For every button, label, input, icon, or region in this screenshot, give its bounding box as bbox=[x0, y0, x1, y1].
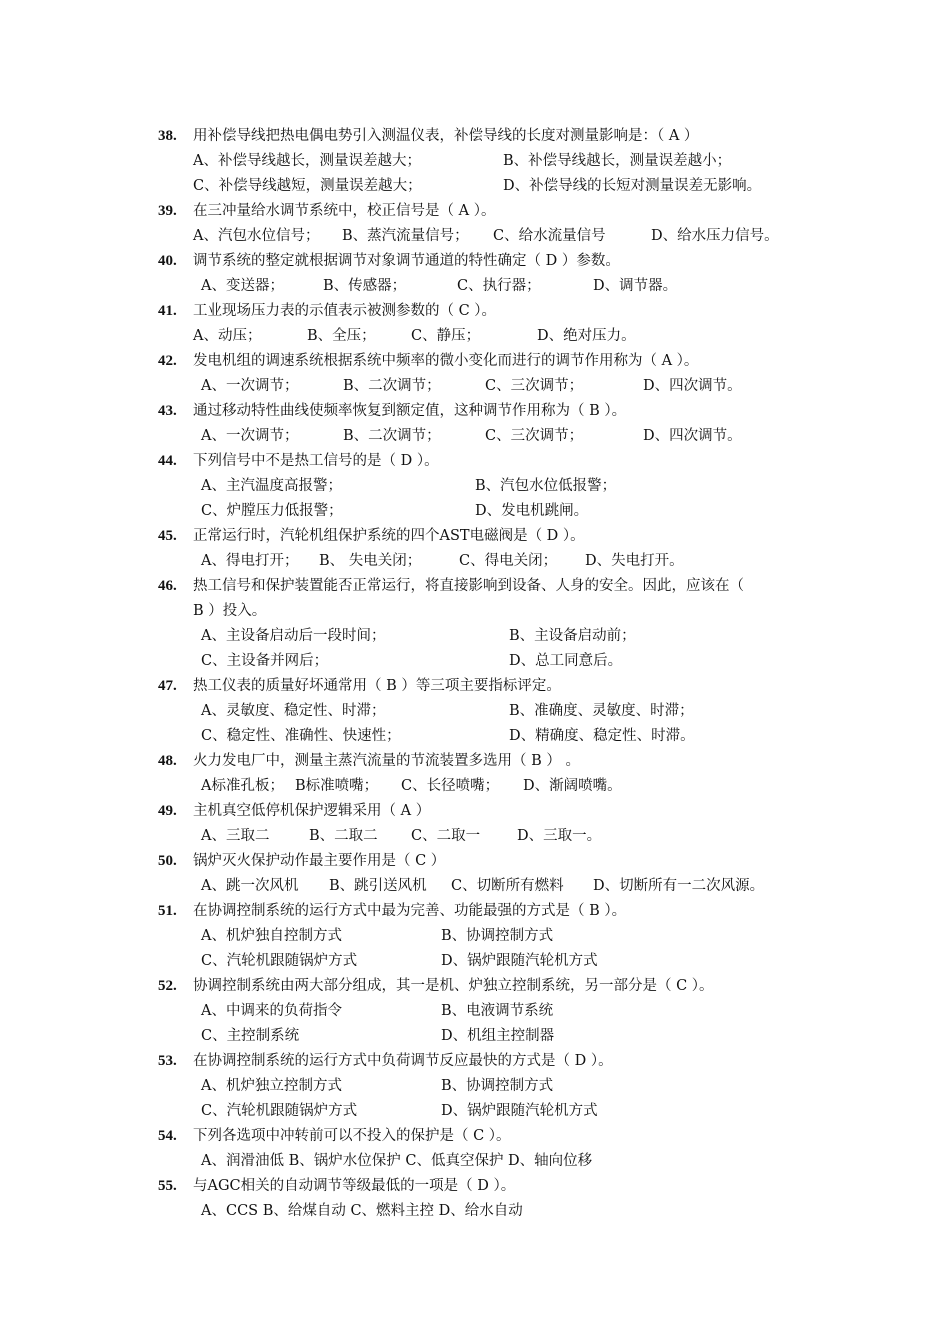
option-row bbox=[158, 474, 818, 499]
question-stem: 在协调控制系统的运行方式中负荷调节反应最快的方式是（ D ）。 bbox=[193, 1053, 613, 1069]
question-stem: 与AGC相关的自动调节等级最低的一项是（ D ）。 bbox=[193, 1178, 516, 1194]
answer-option: B、 失电关闭； bbox=[319, 553, 422, 569]
question-item bbox=[158, 524, 818, 574]
option-row bbox=[158, 774, 818, 799]
question-item bbox=[158, 849, 818, 899]
answer-option: C、主设备并网后； bbox=[201, 653, 329, 669]
answer-option: C、二取一 bbox=[411, 828, 481, 844]
question-stem-line bbox=[158, 674, 818, 699]
answer-option: B、准确度、灵敏度、时滞； bbox=[509, 703, 694, 719]
answer-option: B标准喷嘴； bbox=[295, 778, 379, 794]
question-item bbox=[158, 249, 818, 299]
option-row bbox=[158, 1099, 818, 1124]
option-row bbox=[158, 724, 818, 749]
question-stem: 工业现场压力表的示值表示被测参数的（ C ）。 bbox=[193, 303, 497, 319]
answer-option: C、得电关闭； bbox=[459, 553, 558, 569]
question-stem: 主机真空低停机保护逻辑采用（ A ） bbox=[193, 803, 431, 819]
question-item bbox=[158, 799, 818, 849]
question-number: 53. bbox=[158, 1053, 177, 1069]
answer-option: D、渐阔喷嘴。 bbox=[523, 778, 622, 794]
question-item bbox=[158, 749, 818, 799]
question-number: 44. bbox=[158, 453, 177, 469]
answer-option: B、主设备启动前； bbox=[509, 628, 636, 644]
question-stem: 发电机组的调速系统根据系统中频率的微小变化而进行的调节作用称为（ A ）。 bbox=[193, 353, 699, 369]
answer-option: B、全压； bbox=[307, 328, 376, 344]
answer-option: A、中调来的负荷指令 bbox=[201, 1003, 342, 1019]
answer-option: A、跳一次风机 bbox=[201, 878, 299, 894]
question-stem-line bbox=[158, 449, 818, 474]
question-number: 55. bbox=[158, 1178, 177, 1194]
answer-option: C、主控制系统 bbox=[201, 1028, 300, 1044]
option-row bbox=[158, 1024, 818, 1049]
option-row bbox=[158, 324, 818, 349]
answer-option: C、执行器； bbox=[457, 278, 541, 294]
answer-option: A、三取二 bbox=[201, 828, 270, 844]
answer-option: C、三次调节； bbox=[485, 428, 584, 444]
question-stem-line bbox=[158, 249, 818, 274]
question-item bbox=[158, 1124, 818, 1174]
answer-option: D、切断所有一二次风源。 bbox=[593, 878, 765, 894]
answer-option: D、四次调节。 bbox=[643, 428, 742, 444]
question-number: 47. bbox=[158, 678, 177, 694]
question-number: 45. bbox=[158, 528, 177, 544]
question-stem-line bbox=[158, 974, 818, 999]
answer-option: D、精确度、稳定性、时滞。 bbox=[509, 728, 695, 744]
question-item bbox=[158, 674, 818, 749]
answer-option: A标准孔板； bbox=[201, 778, 284, 794]
answer-option: C、静压； bbox=[411, 328, 481, 344]
answer-option: A、润滑油低 B、锅炉水位保护 C、低真空保护 D、轴向位移 bbox=[201, 1153, 593, 1169]
answer-option: A、补偿导线越长，测量误差越大； bbox=[193, 153, 421, 169]
option-row bbox=[158, 874, 818, 899]
question-item bbox=[158, 449, 818, 524]
option-row bbox=[158, 149, 818, 174]
question-number: 51. bbox=[158, 903, 177, 919]
option-row bbox=[158, 999, 818, 1024]
question-item bbox=[158, 299, 818, 349]
answer-option: C、长径喷嘴； bbox=[401, 778, 500, 794]
answer-option: A、得电打开； bbox=[201, 553, 299, 569]
option-row bbox=[158, 499, 818, 524]
answer-option: D、给水压力信号。 bbox=[651, 228, 779, 244]
question-stem-line bbox=[158, 574, 818, 599]
question-item bbox=[158, 1049, 818, 1124]
option-row bbox=[158, 1074, 818, 1099]
answer-option: D、锅炉跟随汽轮机方式 bbox=[441, 1103, 598, 1119]
question-stem: 热工信号和保护装置能否正常运行，将直接影响到设备、人身的安全。因此，应该在（ bbox=[193, 578, 744, 594]
question-stem: 热工仪表的质量好坏通常用（ B ）等三项主要指标评定。 bbox=[193, 678, 561, 694]
answer-option: B、二次调节； bbox=[343, 378, 441, 394]
question-number: 48. bbox=[158, 753, 177, 769]
answer-option: C、切断所有燃料 bbox=[451, 878, 564, 894]
question-stem: 在三冲量给水调节系统中，校正信号是（ A ）。 bbox=[193, 203, 496, 219]
answer-option: D、机组主控制器 bbox=[441, 1028, 555, 1044]
question-item bbox=[158, 349, 818, 399]
question-list bbox=[158, 124, 818, 1224]
question-number: 42. bbox=[158, 353, 177, 369]
question-stem: 火力发电厂中，测量主蒸汽流量的节流装置多选用（ B ） 。 bbox=[193, 753, 580, 769]
answer-option: B、电液调节系统 bbox=[441, 1003, 554, 1019]
question-number: 40. bbox=[158, 253, 177, 269]
option-row bbox=[158, 924, 818, 949]
question-stem-line bbox=[158, 1124, 818, 1149]
question-stem: 协调控制系统由两大部分组成，其一是机、炉独立控制系统，另一部分是（ C ）。 bbox=[193, 978, 714, 994]
option-row bbox=[158, 624, 818, 649]
answer-option: B、传感器； bbox=[323, 278, 407, 294]
question-number: 46. bbox=[158, 578, 177, 594]
question-number: 54. bbox=[158, 1128, 177, 1144]
answer-option: B、汽包水位低报警； bbox=[475, 478, 617, 494]
answer-option: A、CCS B、给煤自动 C、燃料主控 D、给水自动 bbox=[201, 1203, 523, 1219]
question-stem: 下列信号中不是热工信号的是（ D ）。 bbox=[193, 453, 439, 469]
answer-option: B、二次调节； bbox=[343, 428, 441, 444]
question-item bbox=[158, 124, 818, 199]
question-stem-line bbox=[158, 849, 818, 874]
question-number: 52. bbox=[158, 978, 177, 994]
question-stem: 调节系统的整定就根据调节对象调节通道的特性确定（ D ）参数。 bbox=[193, 253, 620, 269]
answer-option: C、汽轮机跟随锅炉方式 bbox=[201, 1103, 358, 1119]
question-stem-line bbox=[158, 599, 818, 624]
question-stem: 正常运行时，汽轮机组保护系统的四个AST电磁阀是（ D ）。 bbox=[193, 528, 585, 544]
answer-option: C、稳定性、准确性、快速性； bbox=[201, 728, 401, 744]
answer-option: C、补偿导线越短，测量误差越大； bbox=[193, 178, 422, 194]
answer-option: B、二取二 bbox=[309, 828, 378, 844]
option-row bbox=[158, 824, 818, 849]
answer-option: A、机炉独立控制方式 bbox=[201, 1078, 342, 1094]
option-row bbox=[158, 1199, 818, 1224]
answer-option: B、跳引送风机 bbox=[329, 878, 427, 894]
answer-option: A、灵敏度、稳定性、时滞； bbox=[201, 703, 386, 719]
answer-option: C、给水流量信号 bbox=[493, 228, 606, 244]
question-stem-line bbox=[158, 524, 818, 549]
answer-option: D、四次调节。 bbox=[643, 378, 742, 394]
answer-option: A、机炉独自控制方式 bbox=[201, 928, 342, 944]
answer-option: A、一次调节； bbox=[201, 378, 299, 394]
option-row bbox=[158, 374, 818, 399]
question-item bbox=[158, 399, 818, 449]
answer-option: A、主设备启动后一段时间； bbox=[201, 628, 386, 644]
option-row bbox=[158, 274, 818, 299]
option-row bbox=[158, 699, 818, 724]
question-stem-line bbox=[158, 399, 818, 424]
answer-option: D、调节器。 bbox=[593, 278, 678, 294]
question-stem-line bbox=[158, 299, 818, 324]
question-stem-line bbox=[158, 199, 818, 224]
answer-option: D、失电打开。 bbox=[585, 553, 684, 569]
question-stem: 锅炉灭火保护动作最主要作用是（ C ） bbox=[193, 853, 446, 869]
question-stem-line bbox=[158, 799, 818, 824]
question-item bbox=[158, 574, 818, 674]
question-item bbox=[158, 899, 818, 974]
answer-option: A、动压； bbox=[193, 328, 262, 344]
question-number: 39. bbox=[158, 203, 177, 219]
question-number: 50. bbox=[158, 853, 177, 869]
answer-option: D、锅炉跟随汽轮机方式 bbox=[441, 953, 598, 969]
option-row bbox=[158, 949, 818, 974]
answer-option: A、汽包水位信号； bbox=[193, 228, 320, 244]
answer-option: A、一次调节； bbox=[201, 428, 299, 444]
question-number: 41. bbox=[158, 303, 177, 319]
question-number: 49. bbox=[158, 803, 177, 819]
question-number: 43. bbox=[158, 403, 177, 419]
option-row bbox=[158, 174, 818, 199]
question-stem: 在协调控制系统的运行方式中最为完善、功能最强的方式是（ B ）。 bbox=[193, 903, 627, 919]
answer-option: A、变送器； bbox=[201, 278, 284, 294]
answer-option: C、三次调节； bbox=[485, 378, 584, 394]
answer-option: D、三取一。 bbox=[517, 828, 602, 844]
question-stem: B ）投入。 bbox=[193, 603, 267, 619]
answer-option: A、主汽温度高报警； bbox=[201, 478, 342, 494]
question-item bbox=[158, 1174, 818, 1224]
option-row bbox=[158, 549, 818, 574]
answer-option: D、绝对压力。 bbox=[537, 328, 636, 344]
answer-option: B、协调控制方式 bbox=[441, 1078, 554, 1094]
option-row bbox=[158, 1149, 818, 1174]
question-stem-line bbox=[158, 349, 818, 374]
answer-option: B、补偿导线越长，测量误差越小； bbox=[503, 153, 732, 169]
question-stem-line bbox=[158, 1174, 818, 1199]
question-stem-line bbox=[158, 124, 818, 149]
question-stem: 用补偿导线把热电偶电势引入测温仪表，补偿导线的长度对测量影响是：（ A ） bbox=[193, 128, 699, 144]
option-row bbox=[158, 424, 818, 449]
answer-option: D、总工同意后。 bbox=[509, 653, 623, 669]
option-row bbox=[158, 224, 818, 249]
question-stem: 通过移动特性曲线使频率恢复到额定值，这种调节作用称为（ B ）。 bbox=[193, 403, 627, 419]
question-item bbox=[158, 199, 818, 249]
option-row bbox=[158, 649, 818, 674]
answer-option: C、汽轮机跟随锅炉方式 bbox=[201, 953, 358, 969]
question-stem-line bbox=[158, 899, 818, 924]
question-item bbox=[158, 974, 818, 1049]
answer-option: B、蒸汽流量信号； bbox=[342, 228, 469, 244]
answer-option: B、协调控制方式 bbox=[441, 928, 554, 944]
question-number: 38. bbox=[158, 128, 177, 144]
answer-option: D、发电机跳闸。 bbox=[475, 503, 589, 519]
answer-option: C、炉膛压力低报警； bbox=[201, 503, 343, 519]
question-stem-line bbox=[158, 749, 818, 774]
question-stem: 下列各选项中冲转前可以不投入的保护是（ C ）。 bbox=[193, 1128, 511, 1144]
question-stem-line bbox=[158, 1049, 818, 1074]
answer-option: D、补偿导线的长短对测量误差无影响。 bbox=[503, 178, 762, 194]
